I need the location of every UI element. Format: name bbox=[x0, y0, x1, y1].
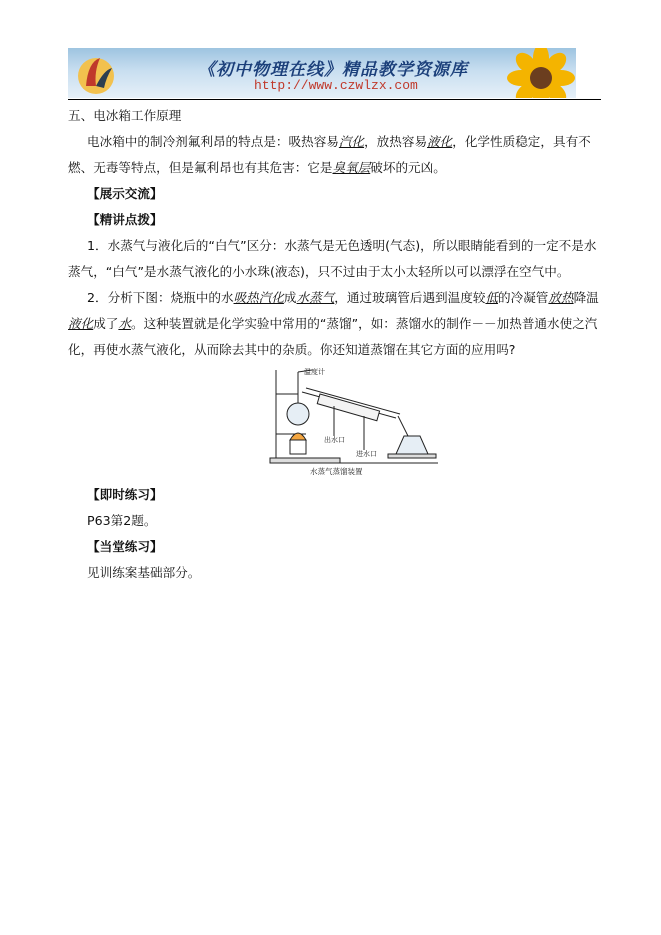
figure-caption: 水蒸气蒸馏装置 bbox=[310, 467, 363, 476]
class-text: 见训练案基础部分。 bbox=[87, 565, 201, 580]
distillation-apparatus-icon bbox=[268, 366, 468, 478]
distillation-figure bbox=[268, 366, 468, 478]
water-in-label: 进水口 bbox=[356, 450, 377, 458]
site-logo-icon bbox=[74, 52, 118, 96]
answer-low: 低 bbox=[485, 290, 499, 305]
answer-absorb-vaporize: 吸热汽化 bbox=[233, 290, 284, 305]
banner-title: 《初中物理在线》精品教学资源库 bbox=[198, 60, 468, 80]
answer-liquefy-2: 液化 bbox=[68, 316, 94, 331]
section-title: 五、电冰箱工作原理 bbox=[68, 108, 182, 123]
answer-vapor: 水蒸气 bbox=[296, 290, 335, 305]
answer-ozone: 臭氧层 bbox=[332, 160, 371, 175]
header-banner bbox=[68, 48, 576, 98]
sunflower-icon bbox=[486, 48, 576, 98]
answer-release-heat: 放热 bbox=[548, 290, 574, 305]
answer-liquefy: 液化 bbox=[427, 134, 453, 149]
heading-practice: 【即时练习】 bbox=[87, 487, 163, 502]
paragraph-distillation: 2．分析下图：烧瓶中的水吸热汽化成水蒸气，通过玻璃管后遇到温度较低的冷凝管放热降温液化成了水。这种装置就是化学实验中常用的“蒸馏”，如：蒸馏水的制作－－加热普通水使之汽化，再使水蒸气液化，从而除去其中的杂质。你还知道蒸馏在其它方面的应用吗? bbox=[68, 290, 599, 357]
water-out-label: 出水口 bbox=[324, 436, 345, 444]
heading-show: 【展示交流】 bbox=[87, 186, 163, 201]
header-rule bbox=[68, 99, 601, 100]
answer-water: 水 bbox=[118, 316, 131, 331]
heading-explain: 【精讲点拨】 bbox=[87, 212, 163, 227]
paragraph-refrigerant: 电冰箱中的制冷剂氟利昂的特点是：吸热容易汽化，放热容易液化，化学性质稳定，具有不燃、无毒等特点，但是氟利昂也有其危害：它是臭氧层破坏的元凶。 bbox=[68, 134, 591, 175]
thermometer-label: 温度计 bbox=[304, 368, 325, 376]
practice-text: P63第2题。 bbox=[87, 513, 157, 528]
heading-class: 【当堂练习】 bbox=[87, 539, 163, 554]
document-body bbox=[68, 103, 600, 586]
paragraph-white-gas: 1．水蒸气与液化后的“白气”区分：水蒸气是无色透明(气态)，所以眼睛能看到的一定不是水蒸气，“白气”是水蒸气液化的小水珠(液态)，只不过由于太小太轻所以可以漂浮在空气中。 bbox=[68, 238, 597, 279]
answer-vaporize: 汽化 bbox=[338, 134, 365, 149]
banner-url: http://www.czwlzx.com bbox=[254, 78, 418, 93]
